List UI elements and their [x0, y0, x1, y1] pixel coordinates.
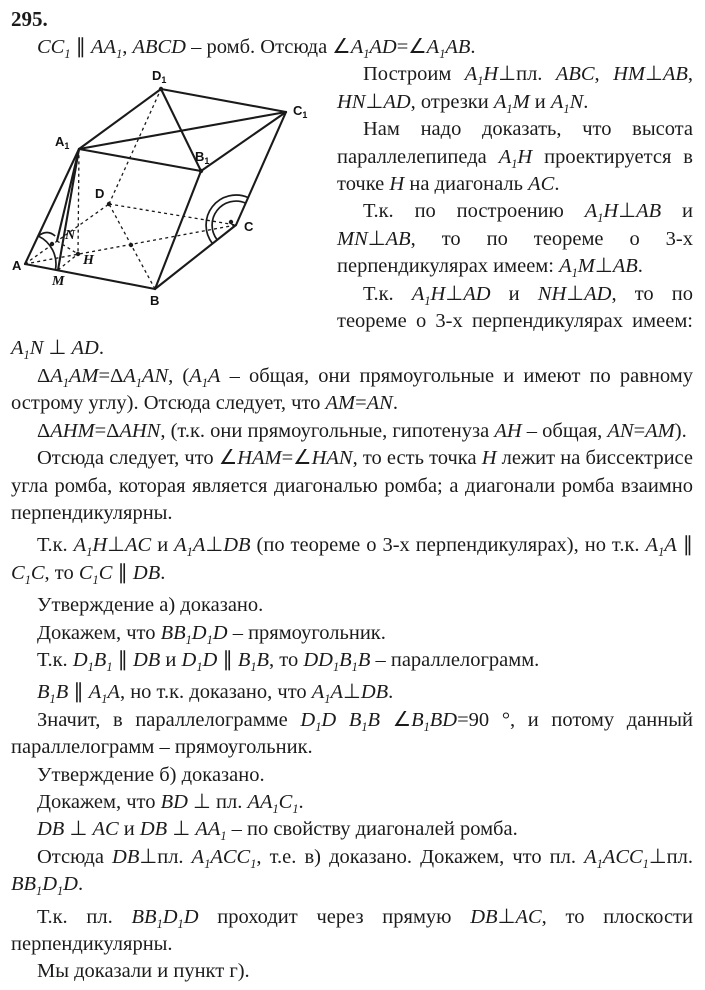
vertex-label-N: N	[65, 228, 76, 244]
paragraph: $B_1B$ ∥ $A_1A$, но т.к. доказано, что $A_1A\perp DB$.	[37, 681, 394, 707]
point-dot-0	[107, 202, 111, 206]
paragraph: Т.к. пл. $BB_1D_1D$ проходит через прямую DB⊥AC, то плоскости перпендикулярны.	[11, 905, 693, 955]
paragraph: Т.к. $D_1B_1$ ∥ DB и $D_1D$ ∥ $B_1B$, то $DD_1B_1B$ – параллелограмм.	[37, 648, 540, 675]
point-dot-6	[229, 220, 233, 224]
vertex-label-C: C	[244, 219, 254, 235]
edge-DC-dashed	[109, 204, 236, 225]
vertex-label-H: H	[83, 253, 94, 269]
paragraph: Т.к. $A_1H\perp AC$ и $A_1A\perp DB$ (по теореме о 3-х перпендикулярах), но т.к. $A_1A$ ∥ $C_1C$, то $C_1C$ ∥ DB.	[11, 534, 693, 587]
point-dot-3	[50, 242, 54, 246]
edge-A1H-dashed	[78, 149, 79, 254]
paragraph: Утверждение б) доказано.	[37, 763, 265, 786]
vertex-label-M: M	[52, 274, 65, 290]
parallelepiped-figure	[11, 64, 327, 308]
paragraph: Утверждение а) доказано.	[37, 594, 264, 617]
paragraph: Построим $A_1H\perp пл$. ABC, HM⊥AB, HN⊥AD, отрезки $A_1M$ и $A_1N$.	[337, 63, 693, 116]
paragraph: Т.к. по построению $A_1H\perp AB$ и MN⊥AB, то по теореме о 3-х перпендикулярах имеем: $A_1M\perp AB$.	[337, 200, 693, 281]
problem-number: 295.	[11, 7, 48, 31]
paragraph: ΔAHM=ΔAHN, (т.к. они прямоугольные, гипотенуза AH – общая, AN=AM).	[37, 419, 687, 442]
edge-AA1	[25, 149, 79, 264]
vertex-label-B: B	[150, 293, 160, 309]
edge-D1A1	[79, 89, 161, 149]
angle-arc-A-hook	[38, 233, 55, 237]
point-dot-4	[199, 169, 203, 173]
vertex-label-A: A	[12, 258, 22, 274]
paragraph: $\Delta A_1AM=\Delta A_1AN$, ($A_1A$ – общая, они прямоугольные и имеют по равному острому углу). Отсюда следует, что AM=AN.	[11, 364, 693, 415]
point-dot-1	[76, 252, 80, 256]
vertex-label-B1: $B_1$	[195, 149, 210, 167]
paragraph: DB ⊥ AC и DB ⊥ $AA_1$ – по свойству диагоналей ромба.	[37, 818, 518, 844]
angle-arc-C-inner	[212, 201, 246, 240]
paragraph: Докажем, что $BB_1D_1D$ – прямоугольник.	[37, 621, 386, 647]
intro-paragraph: $CC_1$ ∥ $AA_1$, ABCD – ромб. Отсюда $\angle A_1AD=\angle A_1AB$.	[37, 36, 476, 62]
figure-svg	[11, 64, 321, 308]
paragraph: Нам надо доказать, что высота параллелепипеда $A_1H$ проектируется в точке H на диагональ AC.	[337, 118, 693, 196]
edge-A1M	[58, 149, 79, 270]
point-dot-5	[159, 87, 163, 91]
paragraph: Докажем, что BD ⊥ пл. $AA_1C_1$.	[37, 790, 304, 817]
edge-DD1-dashed	[109, 89, 161, 204]
edge-A1C1	[79, 112, 286, 149]
paragraph: Т.к. $A_1H\perp AD$ и NH⊥AD, то по теореме о 3-х перпендикулярах имеем: $A_1N$ ⊥ AD.	[11, 282, 693, 363]
vertex-label-A1: $A_1$	[55, 134, 70, 152]
point-dot-2	[129, 243, 133, 247]
edge-C1D1	[161, 89, 286, 112]
paragraph: Мы доказали и пункт г).	[37, 960, 250, 983]
vertex-label-C1: $C_1$	[293, 103, 308, 121]
edge-A1B1	[79, 149, 201, 171]
vertex-label-D1: $D_1$	[152, 68, 167, 86]
paragraph: Отсюда следует, что ∠HAM=∠HAN, то есть точка H лежит на биссектрисе угла ромба, которая является диагональю ромба; а диагонали ромба взаимно перпендикулярны.	[11, 447, 693, 524]
paragraph: Отсюда DB⊥пл. $A_1ACC_1$, т.е. в) доказано. Докажем, что пл. $A_1ACC_1\perp пл$. $BB_1D_1D$.	[11, 845, 694, 899]
vertex-label-D: D	[95, 186, 105, 202]
paragraph: Значит, в параллелограмме $D_1D$ $B_1B$ $\angle B_1BD=90$ °, и потому данный параллелограмм – прямоугольник.	[11, 708, 693, 759]
